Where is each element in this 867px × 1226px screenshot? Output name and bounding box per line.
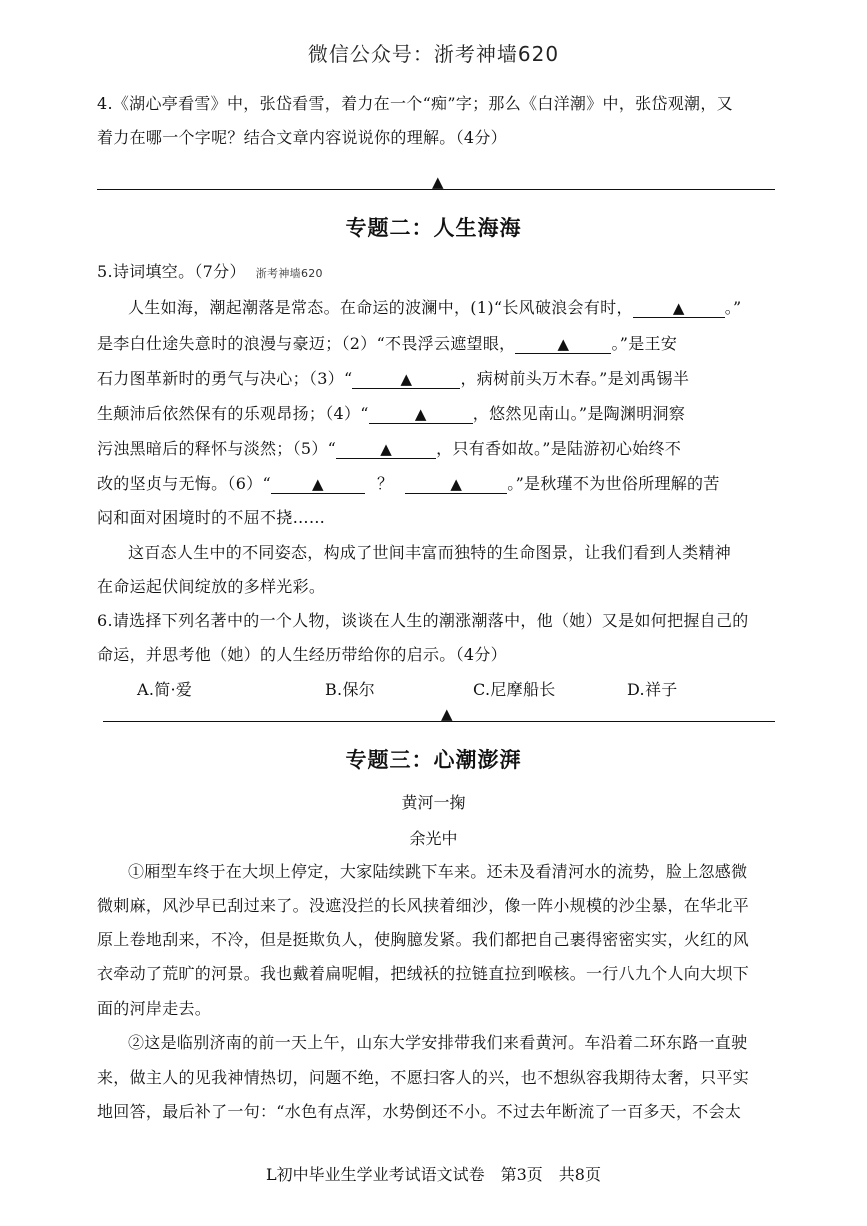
q5-heading [97,261,323,285]
q5-line8: 这百态人生中的不同姿态，构成了世间丰富而独特的生命图景，让我们看到人类精神 [128,543,732,562]
article-p1-line: ①厢型车终于在大坝上停定，大家陆续跳下车来。还未及看清河水的流势，脸上忽感微 [128,862,748,881]
article-p2-line: ②这是临别济南的前一天上午，山东大学安排带我们来看黄河。车沿着二环东路一直驶 [128,1033,748,1052]
article-p2-line: 地回答，最后补了一句：“水色有点浑，水势倒还不小。不过去年断流了一百多天，不会太 [97,1102,742,1121]
article-author: 余光中 [409,829,458,848]
q5-line2 [97,333,677,355]
q5-watermark: 浙考神墙620 [255,267,323,280]
article-p1-line: 原上卷地刮来，不冷，但是挺欺负人，使胸臆发紧。我们都把自己裹得密密实实，火红的风 [97,930,750,949]
divider-line [103,721,775,722]
q6-line1: 6.请选择下列名著中的一个人物，谈谈在人生的潮涨潮落中，他（她）又是如何把握自己的 [97,611,749,630]
q5-text: 是李白仕途失意时的浪漫与豪迈；（2）“不畏浮云遮望眼， [97,334,516,353]
blank-1[interactable]: ▲ [633,299,725,318]
q5-text: 。”是王安 [611,334,678,353]
q6-option-b: B.保尔 [325,680,376,699]
article-p1-line: 衣牵动了荒旷的河景。我也戴着扁呢帽，把绒袄的拉链直拉到喉核。一行八九个人向大坝下 [97,964,750,983]
q5-line1 [128,297,742,319]
q5-line3 [97,368,689,390]
answer-area-marker: ▲ [441,705,453,723]
answer-area-marker: ▲ [432,173,444,191]
q6-option-c: C.尼摩船长 [473,680,556,699]
article-p2-line: 来，做主人的见我神情热切，问题不绝，不愿扫客人的兴，也不想纵容我期待太奢，只平实 [97,1068,750,1087]
q5-line7: 闷和面对困境时的不屈不挠…… [97,508,326,527]
page-header: 微信公众号：浙考神墙620 [307,42,560,66]
q6-line2: 命运，并思考他（她）的人生经历带给你的启示。（4分） [97,645,507,664]
blank-2[interactable]: ▲ [515,335,611,354]
q6-option-d: D.祥子 [627,680,678,699]
q5-text: 。”是秋瑾不为世俗所理解的苦 [507,474,720,493]
q5-text: 石力图革新时的勇气与决心；（3）“ [97,369,353,388]
q5-text: ？ [376,474,394,493]
blank-5[interactable]: ▲ [336,440,436,459]
article-title: 黄河一掬 [401,793,466,812]
q5-text: 改的坚贞与无悔。（6）“ [97,474,271,493]
q5-text: 生颠沛后依然保有的乐观昂扬；（4）“ [97,404,369,423]
q5-line6 [97,473,720,495]
q5-text: ，只有香如故。”是陆游初心始终不 [436,439,682,458]
q5-text: 。” [724,298,742,317]
article-p1-line: 微刺麻，风沙早已刮过来了。没遮没拦的长风挟着细沙，像一阵小规模的沙尘暴，在华北平 [97,896,750,915]
q5-text: ，悠然见南山。”是陶渊明洞察 [472,404,686,423]
q5-line9: 在命运起伏间绽放的多样光彩。 [97,577,326,596]
blank-4[interactable]: ▲ [369,405,473,424]
q4-line1: 4.《湖心亭看雪》中，张岱看雪，着力在一个“痴”字；那么《白洋潮》中，张岱观潮，又 [97,94,733,113]
q4-line2: 着力在哪一个字呢？结合文章内容说说你的理解。（4分） [97,128,507,147]
blank-3[interactable]: ▲ [352,370,460,389]
q5-text: 人生如海，潮起潮落是常态。在命运的波澜中，(1)“长风破浪会有时， [128,298,633,317]
q5-line4 [97,403,685,425]
section-title-2: 专题二：人生海海 [345,216,522,240]
page-footer: L初中毕业生学业考试语文试卷 第3页 共8页 [266,1165,601,1184]
q6-option-a: A.简·爱 [137,680,193,699]
q5-text: 污浊黑暗后的释怀与淡然；（5）“ [97,439,337,458]
section-title-3: 专题三：心潮澎湃 [345,748,522,772]
blank-6b[interactable]: ▲ [405,475,507,494]
blank-6a[interactable]: ▲ [271,475,365,494]
q5-heading-text: 5.诗词填空。（7分） [97,262,246,281]
q5-text: ，病树前头万木春。”是刘禹锡半 [460,369,690,388]
divider-line [97,189,775,190]
article-p1-line: 面的河岸走去。 [97,999,212,1018]
q5-line5 [97,438,681,460]
